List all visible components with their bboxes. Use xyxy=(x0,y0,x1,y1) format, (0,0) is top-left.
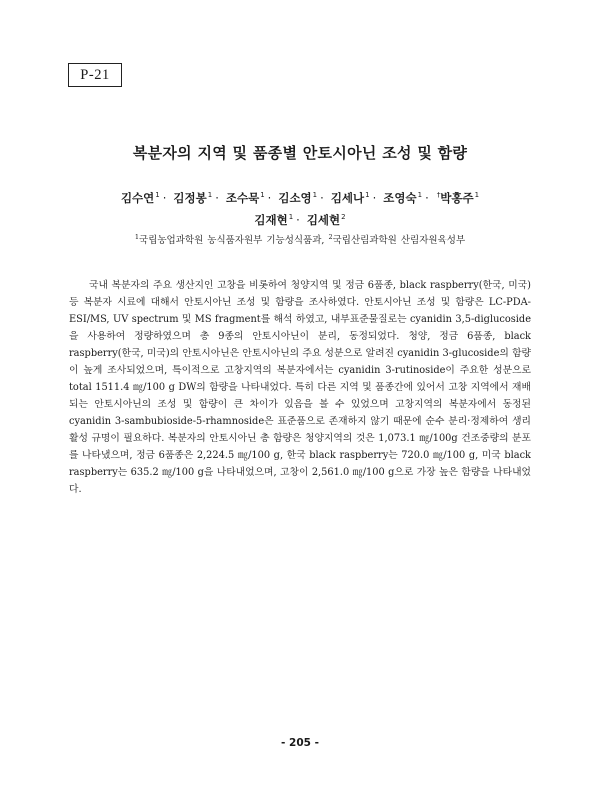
author-name: 박홍주 xyxy=(440,191,474,205)
affiliation-mark: 2 xyxy=(328,233,333,241)
author-affil-mark: 2 xyxy=(341,213,346,221)
author-separator: · xyxy=(267,191,272,205)
author-affil-mark: 1 xyxy=(207,191,213,199)
author-name: 김세현 xyxy=(306,213,341,227)
author-affil-mark: 1 xyxy=(474,191,480,199)
author-name: 김재현 xyxy=(254,213,288,227)
affiliation-mark: 1 xyxy=(134,233,140,241)
author-name: 김정봉 xyxy=(173,191,207,205)
author-separator: · xyxy=(372,191,377,205)
author-affil-mark: 1 xyxy=(365,191,370,199)
author-name: 조수묵 xyxy=(225,191,260,205)
author-affil-mark: 1 xyxy=(288,213,294,221)
poster-code-badge: P-21 xyxy=(68,63,122,87)
abstract-body: 국내 복분자의 주요 생산지인 고창을 비롯하여 청양지역 및 정금 6품종, black raspberry(한국, 미국)등 복분자 시료에 대해서 안토시아닌 조성 및 함량을 조사하였다. 안토시아닌 조성 및 함량은 LC-PDA-ESI/MS, UV spectrum 및 MS fragment를 해석 하였고, 내부표준물질로는 cyanidin 3,5-diglucoside을 사용하여 정량하였으며 총 9종의 안토시아닌이 분리, 동정되었다. 청양, 정금 6품종, black raspberry(한국, 미국)의 안토시아닌은 안토시아닌의 주요 성분으로 알려진 cyanidin 3-glucoside의 함량이 높게 조사되었으며, 특이적으로 고창지역의 복분자에서는 cyanidin 3-rutinoside이 주요한 성분으로 total 1511.4 ㎎/100 g DW의 함량을 나타내었다. 특히 다른 지역 및 품종간에 있어서 고창 지역에서 재배되는 안토시아닌의 조성 및 함량이 큰 차이가 있음을 볼 수 있었으며 고창지역의 복분자에서 동정된 cyanidin 3-sambubioside-5-rhamnoside은 표준품으로 존재하지 않기 때문에 순수 분리·정제하여 생리활성 규명이 필요하다. 복분자의 안토시아닌 총 함량은 청양지역의 것은 1,073.1 ㎎/100g 건조중량의 분포를 나타냈으며, 정금 6품종은 2,224.5 ㎎/100 g, 한국 black raspberry는 720.0 ㎎/100 g, 미국 black raspberry는 635.2 ㎎/100 g을 나타내었으며, 고창이 2,561.0 ㎎/100 g으로 가장 높은 함량을 나타내었다. xyxy=(69,280,531,495)
author-separator: · xyxy=(320,191,324,205)
author-affil-mark: 1 xyxy=(155,191,160,199)
page-number: - 205 - xyxy=(281,737,319,749)
author-affil-mark: 1 xyxy=(312,191,318,199)
author-line-1 xyxy=(0,186,600,208)
affiliation-2: 국립산림과학원 산림자원육성부 xyxy=(332,235,466,246)
author-name: 김세나 xyxy=(330,191,365,205)
corresponding-author-mark: † xyxy=(436,191,441,199)
paper-title: 복분자의 지역 및 품종별 안토시아닌 조성 및 함량 xyxy=(132,144,468,162)
author-name: 김소영 xyxy=(278,191,312,205)
author-separator: · xyxy=(162,191,167,205)
author-line-2 xyxy=(0,208,600,230)
author-name: 김수연 xyxy=(120,191,155,205)
author-affil-mark: 1 xyxy=(260,191,265,199)
author-list xyxy=(0,186,600,230)
author-separator: · xyxy=(425,191,429,205)
author-separator: · xyxy=(215,191,219,205)
author-separator: · xyxy=(296,213,300,227)
author-affil-mark: 1 xyxy=(417,191,423,199)
affiliation-1: 국립농업과학원 농식품자원부 기능성식품과, xyxy=(139,235,325,246)
author-name: 조영숙 xyxy=(383,191,417,205)
affiliations xyxy=(0,232,600,246)
